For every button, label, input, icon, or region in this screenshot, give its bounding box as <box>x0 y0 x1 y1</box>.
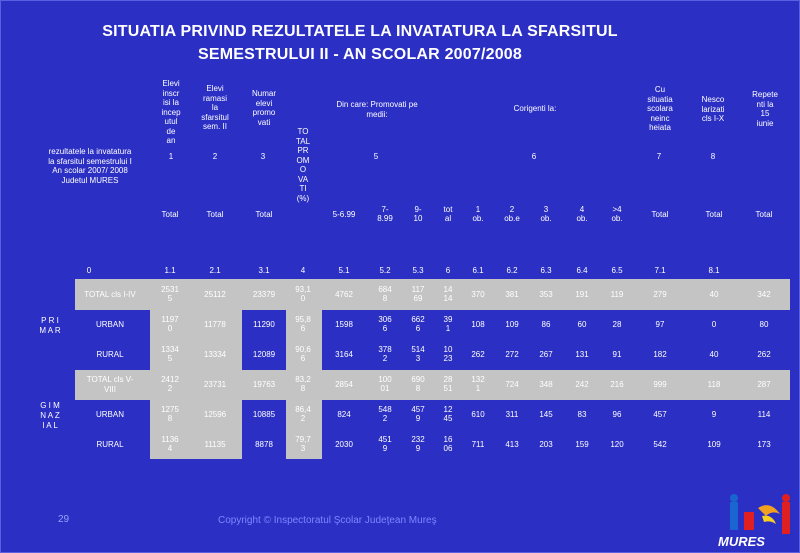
table-cell: 413 <box>505 440 519 449</box>
table-cell: 1334 5 <box>161 345 179 363</box>
subheader-cell: 2 ob.e <box>504 205 520 223</box>
table-cell: 90,6 6 <box>295 345 311 363</box>
header-unschooled: Nesco larizati cls I-X <box>701 95 725 123</box>
table-cell: 11135 <box>204 440 226 449</box>
table-cell: 109 <box>505 320 519 329</box>
table-cell: 3164 <box>335 350 353 359</box>
index-cell: 5.1 <box>338 266 350 275</box>
table-cell: 262 <box>757 350 771 359</box>
table-cell: 2531 5 <box>161 285 179 303</box>
index-cell: 3.1 <box>258 266 270 275</box>
table-cell: 12596 <box>203 410 227 419</box>
table-cell: 306 6 <box>378 315 392 333</box>
index-cell: 7.1 <box>654 266 666 275</box>
index-cell: 8.1 <box>708 266 720 275</box>
table-cell: 96 <box>612 410 622 419</box>
table-cell: 724 <box>505 380 519 389</box>
header-total-promoted-pct: TO TAL PR OM O VA TI (%) <box>295 127 311 203</box>
copyright-text: Copyright © Inspectoratul Şcolar Judeţean Mureş <box>218 515 437 526</box>
index-cell: 1.1 <box>164 266 176 275</box>
row-label: RURAL <box>96 350 124 359</box>
header-enrolled: Elevi inscr isi la incep utul de an <box>161 79 181 145</box>
table-cell: 95,8 6 <box>295 315 311 333</box>
table-cell: 86 <box>541 320 551 329</box>
table-cell: 145 <box>539 410 553 419</box>
header-promoted-by-average: Din care: Promovati pe medii: <box>336 100 418 119</box>
table-cell: 28 51 <box>443 375 453 393</box>
group-number: 8 <box>710 152 716 161</box>
header-incomplete: Cu situatia scolara neinc heiata <box>647 85 673 132</box>
subheader-cell: tot al <box>443 205 453 223</box>
table-cell: 662 6 <box>411 315 425 333</box>
index-cell: 5.3 <box>412 266 424 275</box>
table-cell: 2854 <box>335 380 353 389</box>
logo-text: MURES <box>718 534 765 549</box>
subheader-cell: 7- 8.99 <box>377 205 393 223</box>
group-number: 6 <box>531 152 537 161</box>
table-cell: 8878 <box>255 440 273 449</box>
table-cell: 80 <box>759 320 769 329</box>
slide-title <box>40 20 680 66</box>
title-line-2: SEMESTRULUI II - AN SCOLAR 2007/2008 <box>197 46 523 63</box>
table-cell: 267 <box>539 350 553 359</box>
subheader-cell: Total <box>705 210 723 219</box>
table-cell: 120 <box>610 440 624 449</box>
table-cell: 242 <box>575 380 589 389</box>
table-cell: 353 <box>539 290 553 299</box>
table-cell: 381 <box>505 290 519 299</box>
table-cell: 25112 <box>204 290 226 299</box>
index-cell: 0 <box>86 266 92 275</box>
table-cell: 83,2 8 <box>295 375 311 393</box>
header-repeaters: Repete nti la 15 iunie <box>752 90 778 128</box>
table-cell: 684 8 <box>378 285 392 303</box>
table-cell: 16 06 <box>443 435 453 453</box>
table-cell: 262 <box>471 350 485 359</box>
table-cell: 12 45 <box>443 405 453 423</box>
table-cell: 117 69 <box>411 285 425 303</box>
table-cell: 216 <box>610 380 624 389</box>
index-cell: 4 <box>300 266 306 275</box>
institution-logo <box>712 494 798 550</box>
table-cell: 23731 <box>203 380 227 389</box>
corner-label: rezultatele la invatatura la sfarsitul semestrului I An scolar 2007/ 2008 Judetul MURES <box>48 147 132 185</box>
subheader-cell: >4 ob. <box>611 205 623 223</box>
index-cell: 6.4 <box>576 266 588 275</box>
table-cell: 711 <box>471 440 485 449</box>
table-cell: 610 <box>471 410 485 419</box>
table-cell: 40 <box>709 290 719 299</box>
table-cell: 173 <box>757 440 771 449</box>
table-cell: 93,1 0 <box>295 285 311 303</box>
table-cell: 131 <box>575 350 589 359</box>
table-cell: 114 <box>757 410 771 419</box>
group-number: 2 <box>212 152 218 161</box>
table-cell: 1598 <box>335 320 353 329</box>
table-cell: 159 <box>575 440 589 449</box>
table-cell: 232 9 <box>411 435 425 453</box>
table-cell: 14 14 <box>443 285 453 303</box>
header-promoted: Numar elevi promo vati <box>251 89 276 127</box>
table-cell: 342 <box>757 290 771 299</box>
index-cell: 6 <box>445 266 451 275</box>
table-cell: 370 <box>471 290 485 299</box>
table-cell: 514 3 <box>411 345 425 363</box>
index-cell: 2.1 <box>209 266 221 275</box>
table-cell: 378 2 <box>378 345 392 363</box>
row-label: TOTAL cls I-IV <box>84 290 136 299</box>
table-cell: 119 <box>610 290 624 299</box>
table-cell: 457 9 <box>411 405 425 423</box>
table-cell: 1275 8 <box>161 405 179 423</box>
index-cell: 6.2 <box>506 266 518 275</box>
row-label: TOTAL cls V- VIII <box>86 375 134 394</box>
table-cell: 39 1 <box>443 315 453 333</box>
table-cell: 97 <box>655 320 665 329</box>
table-cell: 10 23 <box>443 345 453 363</box>
subheader-cell: Total <box>755 210 773 219</box>
subheader-cell: Total <box>651 210 669 219</box>
index-cell: 5.2 <box>379 266 391 275</box>
row-label: URBAN <box>95 320 124 329</box>
table-cell: 451 9 <box>378 435 392 453</box>
table-cell: 19763 <box>252 380 276 389</box>
table-cell: 279 <box>653 290 667 299</box>
header-remaining: Elevi ramasi la sfarsitul sem. II <box>201 84 229 131</box>
table-cell: 83 <box>577 410 587 419</box>
table-cell: 23379 <box>252 290 276 299</box>
table-cell: 287 <box>757 380 771 389</box>
table-cell: 60 <box>577 320 587 329</box>
table-cell: 457 <box>653 410 667 419</box>
table-cell: 9 <box>711 410 717 419</box>
table-cell: 13334 <box>203 350 227 359</box>
table-cell: 12089 <box>252 350 276 359</box>
table-cell: 118 <box>707 380 721 389</box>
table-cell: 11290 <box>253 320 275 329</box>
table-cell: 311 <box>505 410 519 419</box>
subheader-cell: Total <box>206 210 224 219</box>
table-cell: 203 <box>539 440 553 449</box>
group-number: 7 <box>656 152 662 161</box>
table-cell: 999 <box>653 380 667 389</box>
table-cell: 182 <box>653 350 667 359</box>
index-cell: 6.1 <box>472 266 484 275</box>
table-cell: 548 2 <box>378 405 392 423</box>
table-cell: 2030 <box>335 440 353 449</box>
group-number: 1 <box>168 152 174 161</box>
table-cell: 28 <box>612 320 622 329</box>
header-corigenti: Corigenti la: <box>513 104 557 113</box>
title-line-1: SITUATIA PRIVIND REZULTATELE LA INVATATURA LA SFARSITUL <box>102 23 618 40</box>
table-cell: 191 <box>575 290 589 299</box>
table-cell: 0 <box>711 320 717 329</box>
table-cell: 100 01 <box>378 375 392 393</box>
subheader-cell: 9- 10 <box>413 205 423 223</box>
group-number: 5 <box>373 152 379 161</box>
group-label-gimnazial: G I M N A Z I A L <box>40 401 60 430</box>
group-number: 3 <box>260 152 266 161</box>
table-cell: 132 1 <box>471 375 485 393</box>
subheader-cell: 5-6.99 <box>332 210 356 219</box>
subheader-cell: 1 ob. <box>472 205 484 223</box>
table-cell: 1197 0 <box>161 315 179 333</box>
subheader-cell: 3 ob. <box>540 205 552 223</box>
table-cell: 1136 4 <box>161 435 179 453</box>
index-cell: 6.3 <box>540 266 552 275</box>
subheader-cell: 4 ob. <box>576 205 588 223</box>
table-cell: 824 <box>337 410 351 419</box>
table-cell: 79,7 3 <box>295 435 311 453</box>
table-cell: 91 <box>612 350 622 359</box>
group-label-primar: P R I M A R <box>39 316 61 335</box>
table-cell: 109 <box>707 440 721 449</box>
subheader-cell: Total <box>161 210 179 219</box>
page-number: 29 <box>58 514 70 525</box>
table-cell: 542 <box>653 440 667 449</box>
table-cell: 11778 <box>204 320 226 329</box>
table-cell: 690 8 <box>411 375 425 393</box>
row-label: URBAN <box>95 410 124 419</box>
table-cell: 272 <box>505 350 519 359</box>
row-label: RURAL <box>96 440 124 449</box>
table-cell: 348 <box>539 380 553 389</box>
table-cell: 4762 <box>335 290 353 299</box>
table-cell: 40 <box>709 350 719 359</box>
table-cell: 108 <box>471 320 485 329</box>
table-cell: 2412 2 <box>161 375 179 393</box>
index-cell: 6.5 <box>611 266 623 275</box>
subheader-cell: Total <box>255 210 273 219</box>
table-cell: 10885 <box>252 410 276 419</box>
table-cell: 86,4 2 <box>295 405 311 423</box>
